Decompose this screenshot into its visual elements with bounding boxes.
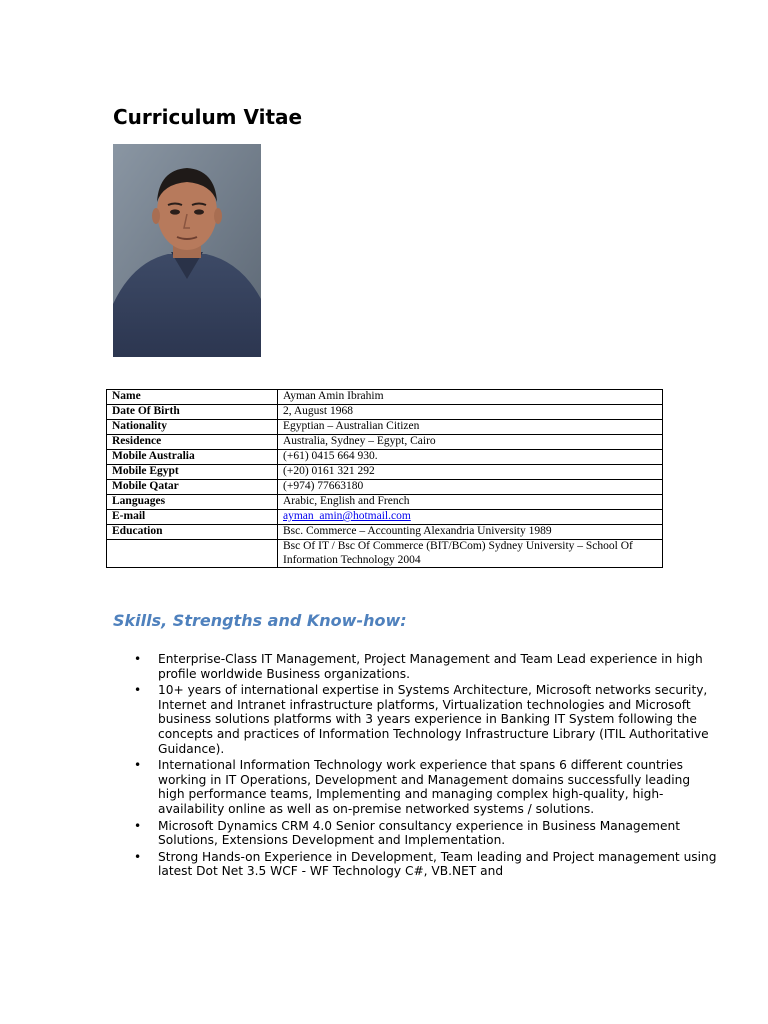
page-title: Curriculum Vitae <box>113 105 303 129</box>
languages-label: Languages <box>107 495 278 510</box>
mobile-egypt-value: (+20) 0161 321 292 <box>278 465 663 480</box>
skills-list <box>113 652 718 881</box>
table-row <box>107 420 663 435</box>
mobile-australia-label: Mobile Australia <box>107 450 278 465</box>
email-cell <box>278 510 663 525</box>
education-label: Education <box>107 525 278 540</box>
list-item <box>134 683 718 756</box>
list-item <box>134 818 718 848</box>
bullet-icon: • <box>134 652 142 666</box>
nationality-value: Egyptian – Australian Citizen <box>278 420 663 435</box>
mobile-australia-value: (+61) 0415 664 930. <box>278 450 663 465</box>
email-link[interactable]: ayman_amin@hotmail.com <box>283 510 411 522</box>
residence-value: Australia, Sydney – Egypt, Cairo <box>278 435 663 450</box>
list-item <box>134 758 718 816</box>
name-value: Ayman Amin Ibrahim <box>278 390 663 405</box>
skill-text: Microsoft Dynamics CRM 4.0 Senior consultancy experience in Business Management Solutions, Extensions Development and Implementation. <box>158 818 681 848</box>
table-row <box>107 510 663 525</box>
table-row <box>107 540 663 568</box>
table-row <box>107 405 663 420</box>
nationality-label: Nationality <box>107 420 278 435</box>
skill-text: Enterprise-Class IT Management, Project Management and Team Lead experience in high profile worldwide Business organizations. <box>158 652 703 681</box>
name-label: Name <box>107 390 278 405</box>
education-label-empty <box>107 540 278 568</box>
dob-value: 2, August 1968 <box>278 405 663 420</box>
table-row <box>107 435 663 450</box>
email-label: E-mail <box>107 510 278 525</box>
mobile-egypt-label: Mobile Egypt <box>107 465 278 480</box>
education-value-2: Bsc Of IT / Bsc Of Commerce (BIT/BCom) Sydney University – School Of Information Technology 2004 <box>278 540 663 568</box>
education-value-1: Bsc. Commerce – Accounting Alexandria University 1989 <box>278 525 663 540</box>
languages-value: Arabic, English and French <box>278 495 663 510</box>
personal-info-table <box>106 389 663 568</box>
dob-label: Date Of Birth <box>107 405 278 420</box>
table-row <box>107 480 663 495</box>
table-row <box>107 525 663 540</box>
bullet-icon: • <box>134 683 142 698</box>
list-item <box>134 849 718 879</box>
list-item <box>134 652 718 681</box>
table-row <box>107 450 663 465</box>
portrait-image <box>113 144 261 357</box>
mobile-qatar-label: Mobile Qatar <box>107 480 278 495</box>
residence-label: Residence <box>107 435 278 450</box>
portrait-photo <box>113 144 261 357</box>
mobile-qatar-value: (+974) 77663180 <box>278 480 663 495</box>
bullet-icon: • <box>134 849 142 864</box>
bullet-icon: • <box>134 758 142 773</box>
bullet-icon: • <box>134 818 142 833</box>
skills-heading: Skills, Strengths and Know-how: <box>113 611 407 630</box>
table-row <box>107 465 663 480</box>
skill-text: 10+ years of international expertise in Systems Architecture, Microsoft networks security, Internet and Intranet infrastructure platforms, Virtualization technologies and Microsoft business solutions platforms with 3 years experience in Banking IT System following the concepts and practices of Information Technology Infrastructure Library (ITIL Authoritative Guidance). <box>158 683 709 756</box>
table-row <box>107 495 663 510</box>
skill-text: Strong Hands-on Experience in Development, Team leading and Project management using latest Dot Net 3.5 WCF - WF Technology C#, VB.NET and <box>158 849 717 879</box>
skill-text: International Information Technology work experience that spans 6 different countries working in IT Operations, Development and Management domains successfully leading high performance teams, Implementing and managing complex high-quality, high-availability online as well as on-premise networked systems / solutions. <box>158 758 691 816</box>
table-row <box>107 390 663 405</box>
